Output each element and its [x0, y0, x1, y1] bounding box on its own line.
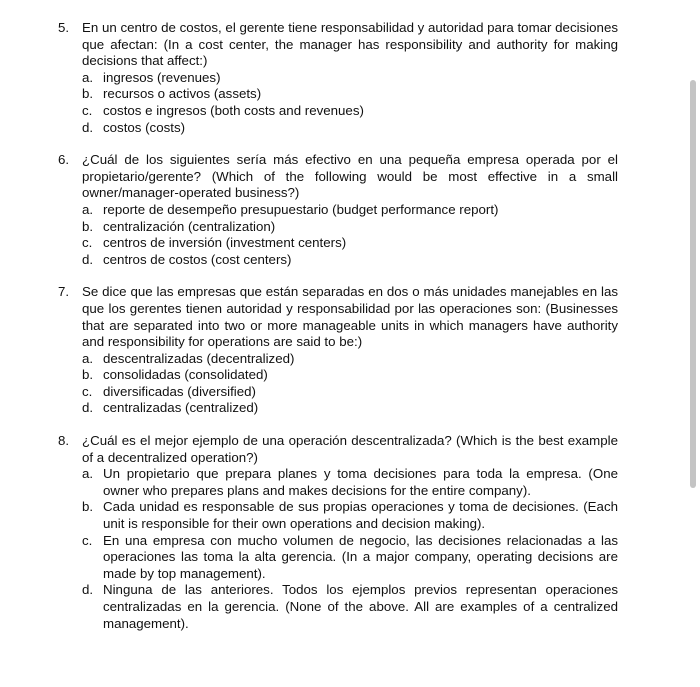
option-letter: a. — [82, 466, 94, 482]
option-list — [82, 351, 618, 417]
question-text: En un centro de costos, el gerente tiene responsabilidad y autoridad para tomar decisiones que afectan: (In a cost center, the manager has responsibility and authority for making decisions that affect:) — [82, 20, 618, 69]
option-letter: b. — [82, 218, 94, 234]
option-d — [82, 582, 618, 632]
question-8 — [58, 433, 618, 632]
option-letter: c. — [82, 235, 93, 251]
question-number: 8. — [58, 433, 70, 449]
option-text: Ninguna de las anteriores. Todos los ejemplos previos representan operaciones centralizadas en la gerencia. (None of the above. All are examples of a centralized management). — [103, 582, 618, 631]
option-list — [82, 466, 618, 632]
option-letter: a. — [82, 350, 94, 366]
option-c — [82, 103, 618, 120]
option-text: centros de inversión (investment centers) — [103, 235, 347, 251]
option-text: centralizadas (centralized) — [103, 400, 259, 416]
option-list — [82, 202, 618, 268]
option-c — [82, 235, 618, 252]
option-list — [82, 70, 618, 136]
question-document — [58, 20, 618, 648]
option-text: costos (costs) — [103, 119, 186, 135]
option-letter: c. — [82, 532, 93, 548]
option-b — [82, 499, 618, 532]
option-a — [82, 70, 618, 87]
option-text: Un propietario que prepara planes y toma decisiones para toda la empresa. (One owner who prepares plans and makes decisions for the entire company). — [103, 466, 618, 498]
option-text: En una empresa con mucho volumen de negocio, las decisiones relacionadas a las operaciones las toma la alta gerencia. (In a major company, operating decisions are made by top management). — [103, 532, 618, 581]
option-c — [82, 533, 618, 583]
question-5 — [58, 20, 618, 136]
option-letter: c. — [82, 102, 93, 118]
question-7 — [58, 284, 618, 417]
question-text: Se dice que las empresas que están separadas en dos o más unidades manejables en las que los gerentes tienen autoridad y responsabilidad por las operaciones son: (Businesses that are separated into two or more manageable units in which managers have authority and responsibility for operations are said to be:) — [82, 284, 618, 350]
option-c — [82, 384, 618, 401]
option-text: centralización (centralization) — [103, 218, 276, 234]
option-text: ingresos (revenues) — [103, 69, 221, 85]
option-d — [82, 252, 618, 269]
option-letter: b. — [82, 367, 94, 383]
question-text: ¿Cuál es el mejor ejemplo de una operación descentralizada? (Which is the best example of a decentralized operation?) — [82, 433, 618, 465]
option-text: Cada unidad es responsable de sus propias operaciones y toma de decisiones. (Each unit is responsible for their own operations and decision making). — [103, 499, 618, 532]
option-letter: b. — [82, 499, 94, 515]
option-letter: d. — [82, 400, 94, 416]
option-b — [82, 367, 618, 384]
option-text: diversificadas (diversified) — [103, 383, 256, 399]
question-number: 5. — [58, 20, 70, 35]
option-letter: c. — [82, 383, 93, 399]
option-text: costos e ingresos (both costs and revenues) — [103, 102, 364, 118]
option-a — [82, 202, 618, 219]
option-letter: a. — [82, 69, 94, 85]
option-b — [82, 86, 618, 103]
option-letter: a. — [82, 201, 94, 217]
option-d — [82, 120, 618, 137]
question-number: 6. — [58, 152, 70, 168]
option-a — [82, 466, 618, 499]
question-6 — [58, 152, 618, 268]
question-number: 7. — [58, 284, 70, 300]
option-a — [82, 351, 618, 368]
option-letter: d. — [82, 582, 94, 598]
option-letter: d. — [82, 119, 94, 135]
option-text: descentralizadas (decentralized) — [103, 350, 295, 366]
option-text: consolidadas (consolidated) — [103, 367, 268, 383]
option-letter: d. — [82, 251, 94, 267]
option-text: centros de costos (cost centers) — [103, 251, 292, 267]
option-d — [82, 400, 618, 417]
option-text: recursos o activos (assets) — [103, 86, 262, 102]
question-text: ¿Cuál de los siguientes sería más efectivo en una pequeña empresa operada por el propietario/gerente? (Which of the following would be most effective in a small owner/manager-operated business?) — [82, 152, 618, 201]
option-b — [82, 219, 618, 236]
vertical-scrollbar[interactable] — [690, 80, 696, 488]
option-text: reporte de desempeño presupuestario (budget performance report) — [103, 201, 499, 217]
option-letter: b. — [82, 86, 94, 102]
